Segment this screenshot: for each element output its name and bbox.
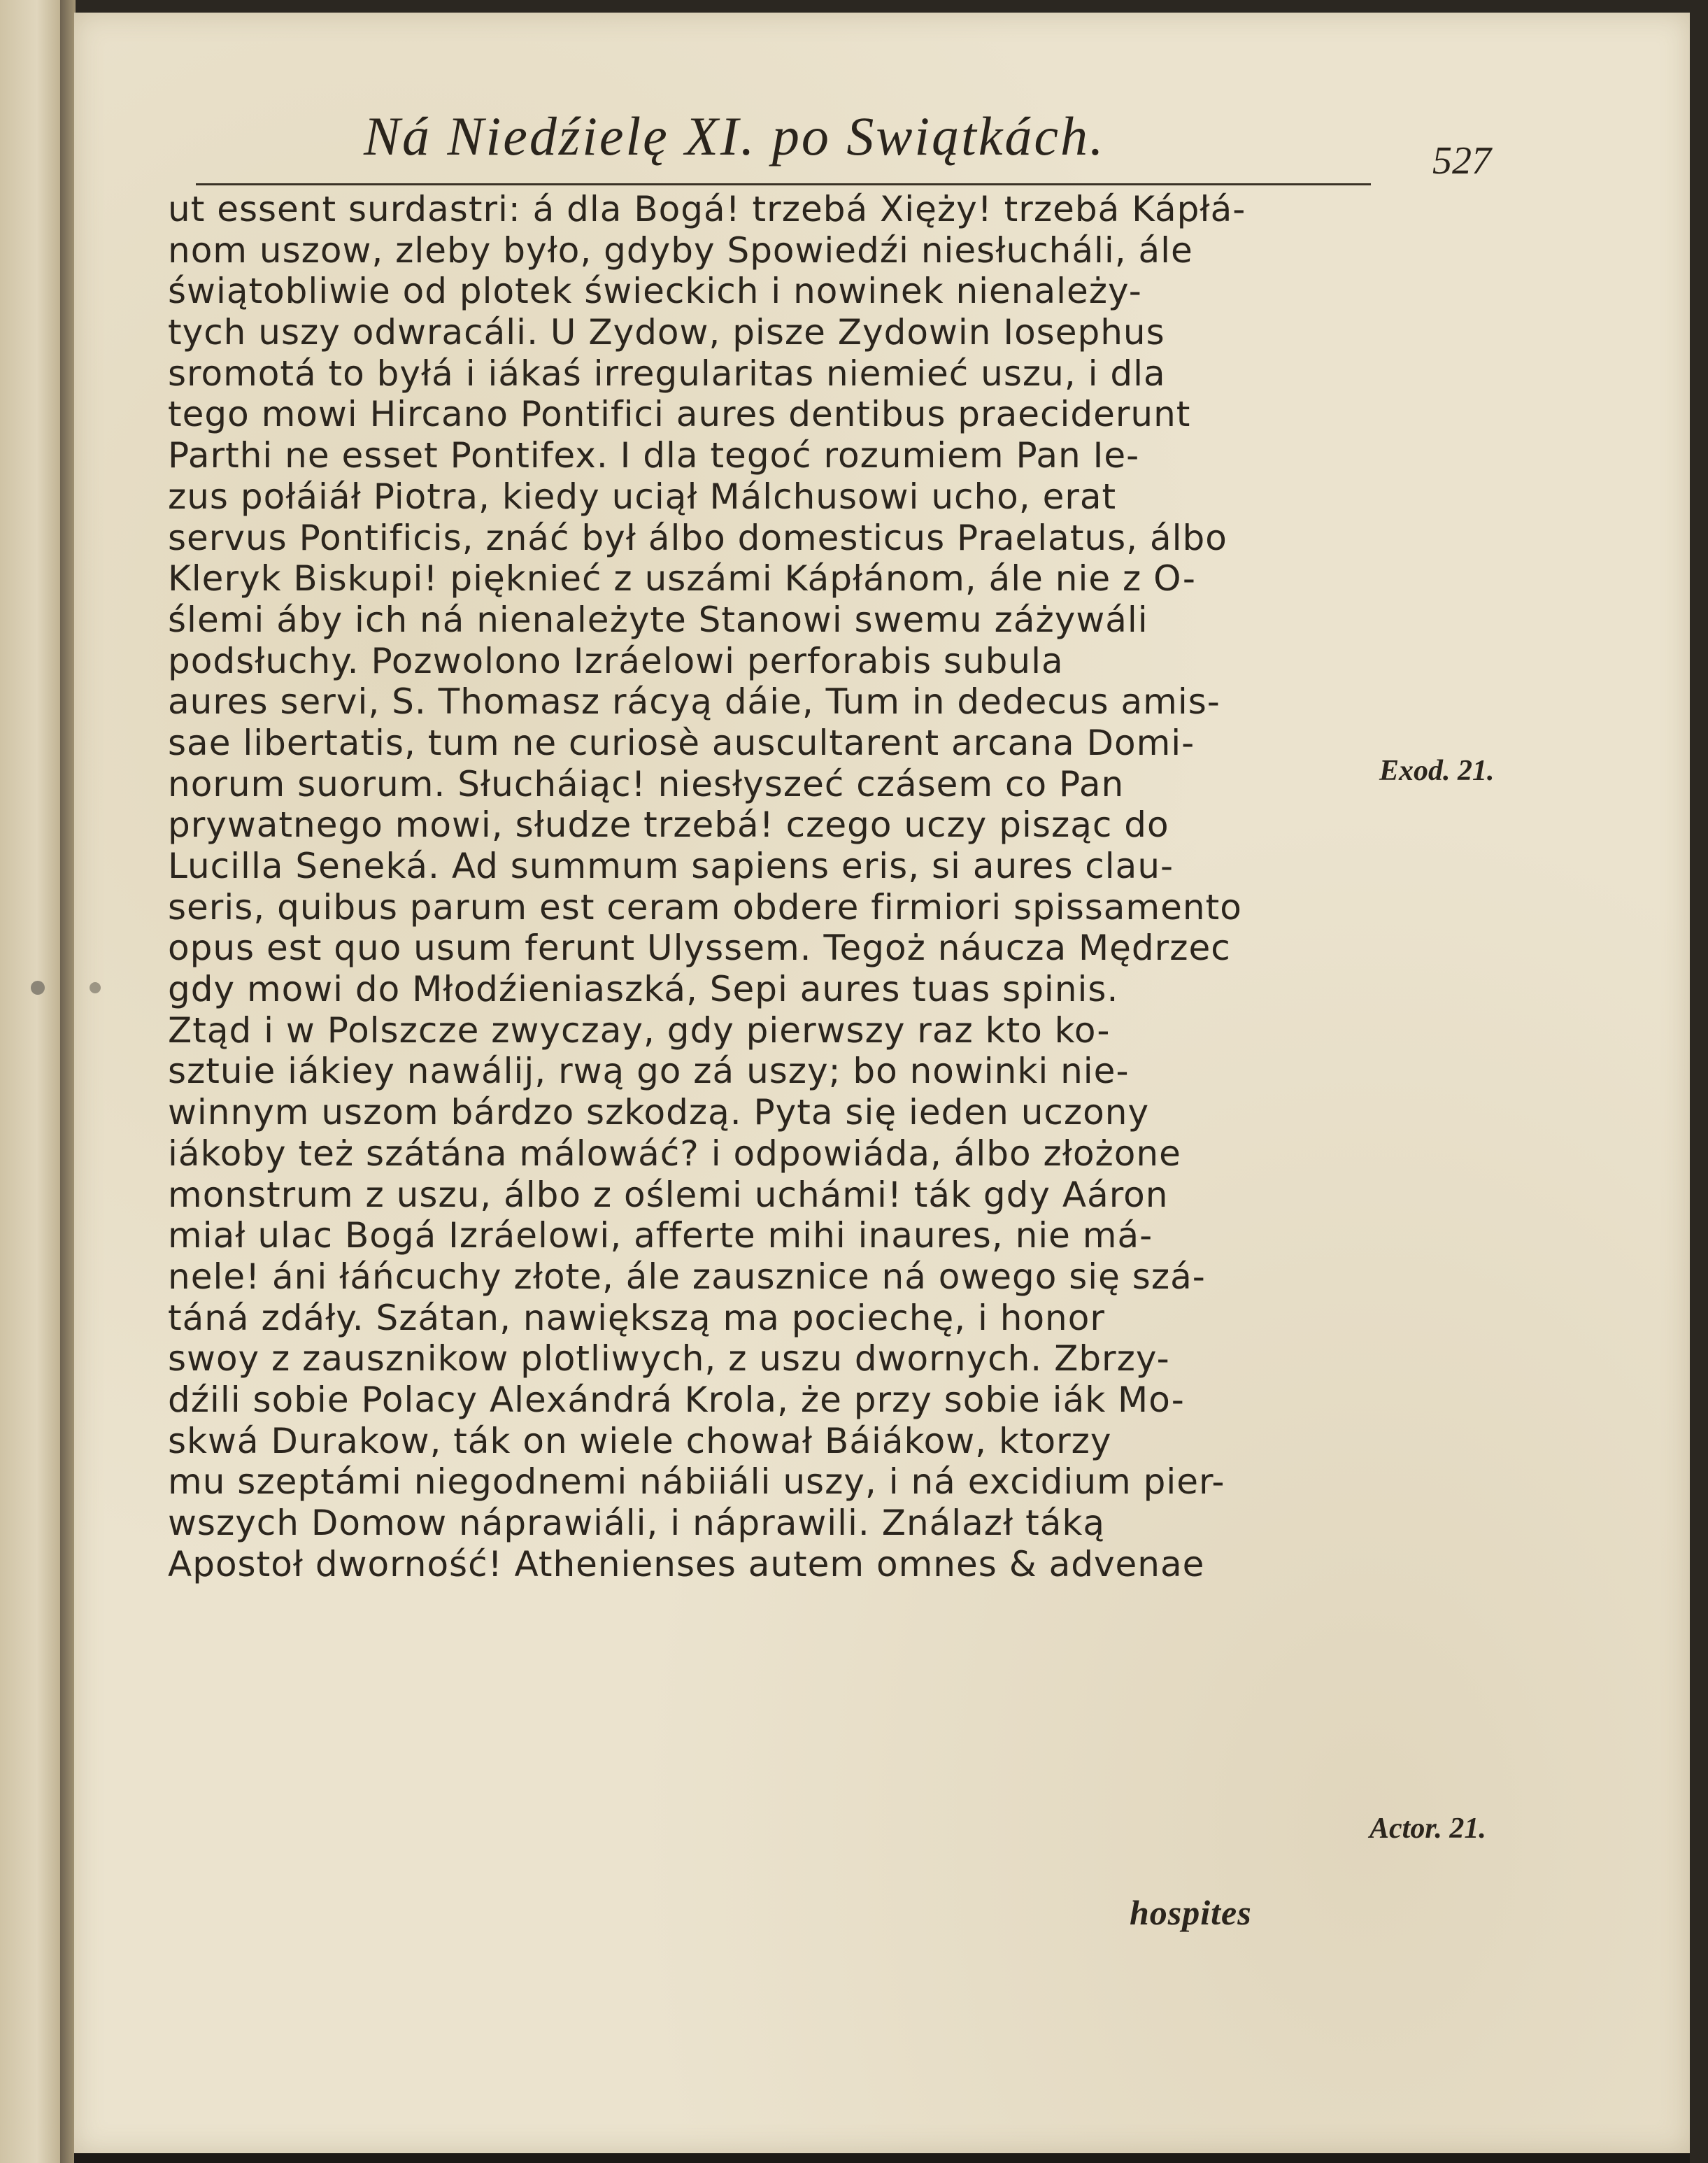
text-line: świątobliwie od plotek świeckich i nowinek nienależy- bbox=[168, 271, 1142, 312]
page-bottom-edge bbox=[74, 2153, 1690, 2163]
running-head: Ná Niedźielę XI. po Swiątkách. bbox=[364, 106, 1106, 166]
text-line: iákoby też szátána málowáć? i odpowiáda, álbo złożone bbox=[168, 1133, 1181, 1174]
text-line: sztuie iákiey nawálij, rwą go zá uszy; bo nowinki nie- bbox=[168, 1051, 1130, 1092]
text-line: nom uszow, zleby było, gdyby Spowiedźi niesłucháli, ále bbox=[168, 229, 1193, 271]
text-line: servus Pontificis, znáć był álbo domesticus Praelatus, álbo bbox=[168, 517, 1227, 558]
text-line: prywatnego mowi, słudze trzebá! czego uczy pisząc do bbox=[168, 804, 1169, 846]
text-line: sromotá to byłá i iákaś irregularitas niemieć uszu, i dla bbox=[168, 353, 1166, 394]
text-line: winnym uszom bárdzo szkodzą. Pyta się ieden uczony bbox=[168, 1092, 1150, 1133]
text-line: gdy mowi do Młodźieniaszká, Sepi aures tuas spinis. bbox=[168, 969, 1119, 1010]
text-line: podsłuchy. Pozwolono Izráelowi perforabis subula bbox=[168, 640, 1064, 681]
text-line: swoy z zausznikow plotliwych, z uszu dwornych. Zbrzy- bbox=[168, 1338, 1170, 1380]
text-line: táná zdáły. Szátan, nawiększą ma pociechę, i honor bbox=[168, 1297, 1105, 1338]
text-line: nele! áni łáńcuchy złote, ále zausznice ná owego się szá- bbox=[168, 1256, 1206, 1297]
text-line: Ztąd i w Polszcze zwyczay, gdy pierwszy raz kto ko- bbox=[168, 1009, 1111, 1051]
text-line: skwá Durakow, ták on wiele chował Báiákow, ktorzy bbox=[168, 1420, 1112, 1461]
text-line: sae libertatis, tum ne curiosè auscultarent arcana Domi- bbox=[168, 722, 1195, 763]
text-line: miał ulac Bogá Izráelowi, afferte mihi inaures, nie má- bbox=[168, 1215, 1153, 1256]
body-text bbox=[168, 189, 1371, 1584]
text-line: aures servi, S. Thomasz rácyą dáie, Tum in dedecus amis- bbox=[168, 681, 1220, 723]
text-line: ślemi áby ich ná nienależyte Stanowi swemu záżywáli bbox=[168, 599, 1148, 640]
text-line: tego mowi Hircano Pontifici aures dentibus praeciderunt bbox=[168, 394, 1191, 435]
text-line: tych uszy odwracáli. U Zydow, pisze Zydowin Iosephus bbox=[168, 312, 1165, 353]
text-line: dźili sobie Polacy Alexándrá Krola, że przy sobie iák Mo- bbox=[168, 1379, 1185, 1420]
text-line: Apostoł dworność! Athenienses autem omnes & advenae bbox=[168, 1543, 1205, 1584]
text-line: Kleryk Biskupi! pięknieć z uszámi Kápłánom, ále nie z O- bbox=[168, 558, 1196, 600]
page-number: 527 bbox=[1432, 139, 1491, 183]
text-line: monstrum z uszu, álbo z oślemi uchámi! ták gdy Aáron bbox=[168, 1174, 1169, 1215]
text-line: norum suorum. Słucháiąc! niesłyszeć czásem co Pan bbox=[168, 763, 1125, 804]
margin-note-exodus: Exod. 21. bbox=[1379, 755, 1495, 787]
text-line: mu szeptámi niegodnemi nábiiáli uszy, i ná excidium pier- bbox=[168, 1461, 1225, 1503]
binding-hole-mark bbox=[31, 981, 45, 995]
text-line: opus est quo usum ferunt Ulyssem. Tegoż náucza Mędrzec bbox=[168, 928, 1231, 969]
binding-hole-mark bbox=[90, 982, 101, 993]
header-rule bbox=[196, 183, 1371, 185]
facing-page-edge bbox=[0, 0, 67, 2163]
text-line: wszych Domow náprawiáli, i náprawili. Ználazł táką bbox=[168, 1503, 1105, 1543]
book-gutter bbox=[60, 0, 76, 2163]
text-line: zus połáiáł Piotra, kiedy uciął Málchusowi ucho, erat bbox=[168, 476, 1117, 517]
margin-note-acts: Actor. 21. bbox=[1369, 1813, 1486, 1845]
text-line: Parthi ne esset Pontifex. I dla tegoć rozumiem Pan Ie- bbox=[168, 435, 1140, 476]
catchword: hospites bbox=[1130, 1893, 1252, 1932]
text-line: Lucilla Seneká. Ad summum sapiens eris, si aures clau- bbox=[168, 846, 1174, 886]
text-line: ut essent surdastri: á dla Bogá! trzebá Xięży! trzebá Kápłá- bbox=[168, 189, 1246, 229]
text-line: seris, quibus parum est ceram obdere firmiori spissamento bbox=[168, 886, 1242, 928]
